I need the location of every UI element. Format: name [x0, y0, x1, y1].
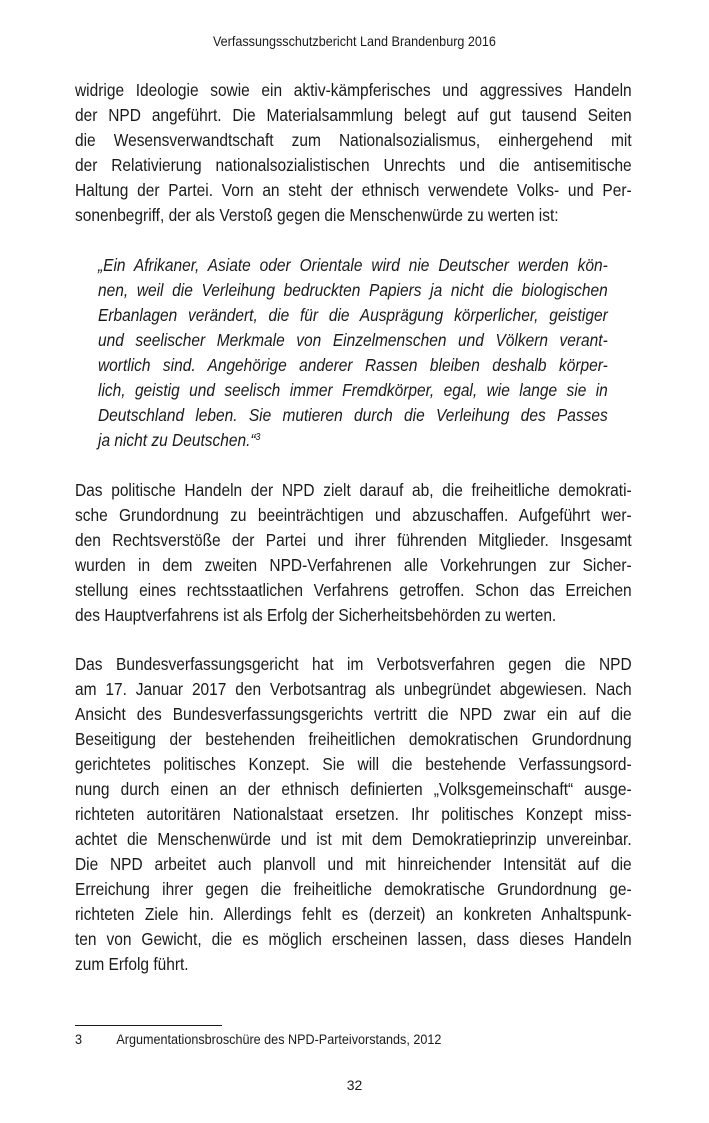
paragraph-text	[75, 478, 632, 628]
paragraph-political-action	[75, 478, 632, 628]
text-line: Das Bundesverfassungsgericht hat im Verbotsverfahren gegen die NPD	[75, 654, 632, 674]
text-line: die Wesensverwandtschaft zum Nationalsozialismus, einhergehend mit	[75, 130, 632, 150]
text-line: richteten Ziele hin. Allerdings fehlt es (derzeit) an konkreten Anhaltspunk-	[75, 904, 632, 924]
quote-text: ja nicht zu Deutschen.“	[98, 430, 256, 450]
text-line: Beseitigung der bestehenden freiheitlichen demokratischen Grundordnung	[75, 729, 632, 749]
text-line: Die NPD arbeitet auch planvoll und mit hinreichender Intensität auf die	[75, 854, 632, 874]
paragraph-text	[75, 78, 632, 228]
paragraph-court-ruling	[75, 652, 632, 977]
footnote-number: 3	[75, 1031, 83, 1047]
text-line: des Hauptverfahrens ist als Erfolg der Sicherheitsbehörden zu werten.	[75, 605, 557, 625]
text-line: sonenbegriff, der als Verstoß gegen die Menschenwürde zu werten ist:	[75, 205, 559, 225]
text-line: stellung eines rechtsstaatlichen Verfahrens getroffen. Schon das Erreichen	[75, 580, 632, 600]
quote-line: Deutschland leben. Sie mutieren durch die Verleihung des Passes	[98, 405, 608, 425]
text-line: der Relativierung nationalsozialistischen Unrechts und die antisemitische	[75, 155, 632, 175]
text-line: nung durch einen an der ethnisch definierten „Volksgemeinschaft“ ausge-	[75, 779, 632, 799]
text-line: widrige Ideologie sowie ein aktiv-kämpferisches und aggressives Handeln	[75, 80, 632, 100]
footnote-divider	[75, 1025, 222, 1026]
quote-line: lich, geistig und seelisch immer Fremdkörper, egal, wie lange sie in	[98, 380, 608, 400]
text-line: den Rechtsverstöße der Partei und ihrer führenden Mitglieder. Insgesamt	[75, 530, 632, 550]
paragraph-text	[75, 652, 632, 977]
text-line: richteten autoritären Nationalstaat ersetzen. Ihr politisches Konzept miss-	[75, 804, 632, 824]
quote-line-last	[98, 428, 608, 453]
text-line: Ansicht des Bundesverfassungsgerichts vertritt die NPD zwar ein auf die	[75, 704, 632, 724]
text-line: am 17. Januar 2017 den Verbotsantrag als unbegründet abgewiesen. Nach	[75, 679, 632, 699]
text-line: wurden in dem zweiten NPD-Verfahrenen alle Vorkehrungen zur Sicher-	[75, 555, 632, 575]
quote-line: und seelischer Merkmale von Einzelmenschen und Völkern verant-	[98, 330, 608, 350]
footnote	[75, 1031, 441, 1047]
text-line: Das politische Handeln der NPD zielt darauf ab, die freiheitliche demokrati-	[75, 480, 632, 500]
text-line: Erreichung ihrer gegen die freiheitliche demokratische Grundordnung ge-	[75, 879, 632, 899]
footnote-reference[interactable]: 3	[255, 432, 261, 443]
footnote-text: Argumentationsbroschüre des NPD-Parteivorstands, 2012	[116, 1031, 442, 1047]
quote-line: wortlich sind. Angehörige anderer Rassen bleiben deshalb körper-	[98, 355, 608, 375]
text-line: sche Grundordnung zu beeinträchtigen und abzuschaffen. Aufgeführt wer-	[75, 505, 632, 525]
text-line: gerichtetes politisches Konzept. Sie will die bestehende Verfassungsord-	[75, 754, 632, 774]
text-line: achtet die Menschenwürde und ist mit dem Demokratieprinzip unvereinbar.	[75, 829, 632, 849]
text-line: ten von Gewicht, die es möglich erscheinen lassen, dass dieses Handeln	[75, 929, 632, 949]
paragraph-intro	[75, 78, 632, 228]
running-header: Verfassungsschutzbericht Land Brandenburg 2016	[212, 33, 496, 49]
block-quote	[98, 253, 608, 453]
text-line: zum Erfolg führt.	[75, 954, 189, 974]
page-number: 32	[346, 1077, 363, 1093]
text-line: der NPD angeführt. Die Materialsammlung belegt auf gut tausend Seiten	[75, 105, 632, 125]
quote-line: „Ein Afrikaner, Asiate oder Orientale wird nie Deutscher werden kön-	[98, 255, 608, 275]
quote-line: nen, weil die Verleihung bedruckten Papiers ja nicht die biologischen	[98, 280, 608, 300]
text-line: Haltung der Partei. Vorn an steht der ethnisch verwendete Volks- und Per-	[75, 180, 632, 200]
quote-line: Erbanlagen verändert, die für die Ausprägung körperlicher, geistiger	[98, 305, 608, 325]
